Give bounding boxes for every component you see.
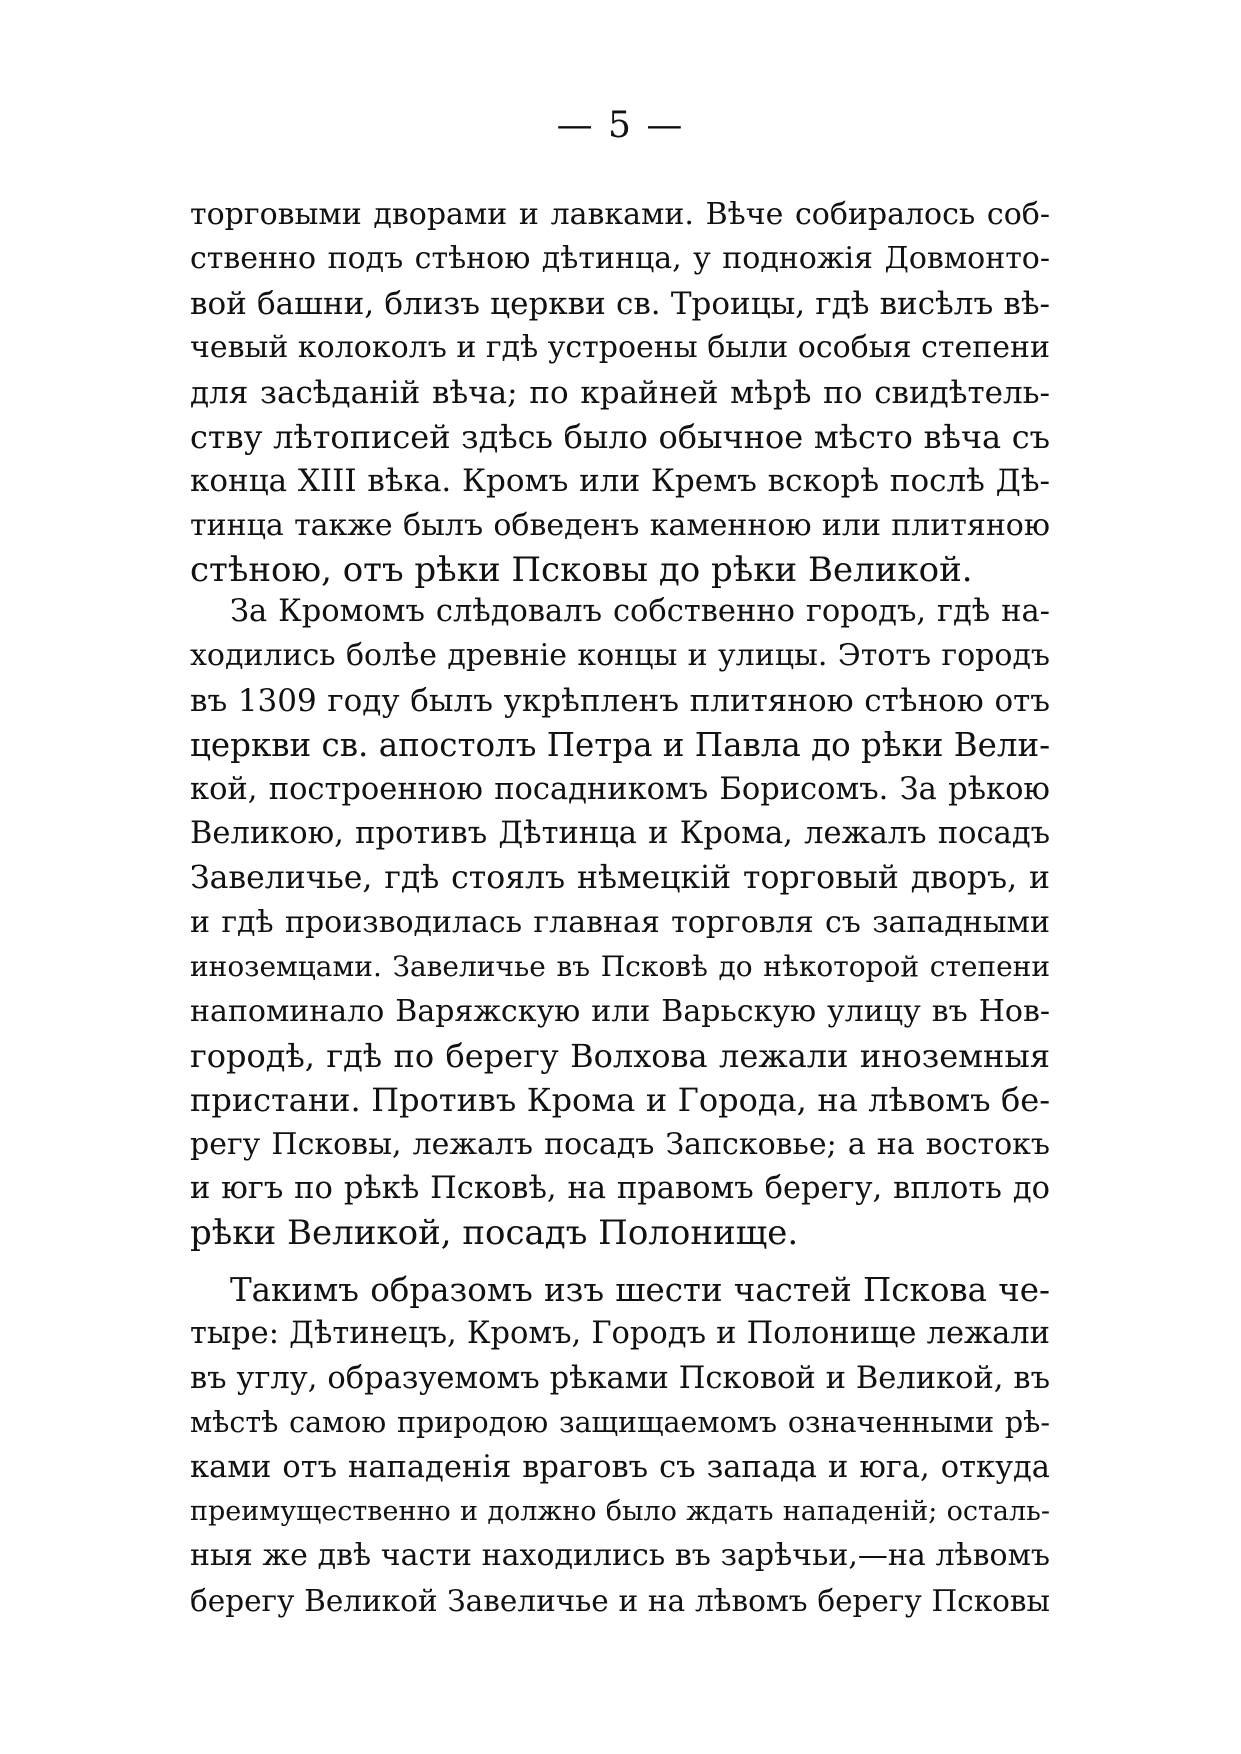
text-line: тыре: Дѣтинецъ, Кромъ, Городъ и Полонище лежали bbox=[190, 1316, 1050, 1352]
text-line: въ углу, образуемомъ рѣками Псковой и Великой, въ bbox=[190, 1360, 1050, 1396]
text-line: пристани. Противъ Крома и Города, на лѣвомъ бе- bbox=[190, 1081, 1050, 1120]
text-line: Великою, противъ Дѣтинца и Крома, лежалъ посадъ bbox=[190, 815, 1050, 851]
text-line: для засѣданій вѣча; по крайней мѣрѣ по свидѣтель- bbox=[190, 374, 1050, 411]
text-line: стѣною, отъ рѣки Псковы до рѣки Великой. bbox=[190, 550, 973, 591]
text-line: и гдѣ производилась главная торговля съ западными bbox=[190, 904, 1050, 940]
text-line: вой башни, близъ церкви св. Троицы, гдѣ висѣлъ вѣ- bbox=[190, 285, 1050, 322]
text-line: ками отъ нападенія враговъ съ запада и юга, откуда bbox=[190, 1449, 1050, 1485]
text-line: иноземцами. Завеличье въ Псковѣ до нѣкоторой степени bbox=[190, 950, 1050, 984]
text-line: мѣстѣ самою природою защищаемомъ означенными рѣ- bbox=[190, 1406, 1050, 1440]
text-line: и югъ по рѣкѣ Псковѣ, на правомъ берегу, вплоть до bbox=[190, 1171, 1050, 1207]
text-line: За Кромомъ слѣдовалъ собственно городъ, гдѣ на- bbox=[230, 594, 1050, 629]
paragraph-1 bbox=[190, 193, 1050, 593]
text-line: конца XIII вѣка. Кромъ или Кремъ вскорѣ послѣ Дѣ- bbox=[190, 463, 1050, 500]
paragraph-2 bbox=[190, 590, 1050, 1256]
text-line: Завеличье, гдѣ стоялъ нѣмецкій торговый дворъ, и bbox=[190, 860, 1050, 897]
text-line: берегу Великой Завеличье и на лѣвомъ берегу Псковы bbox=[190, 1583, 1050, 1618]
text-line: Такимъ образомъ изъ шести частей Пскова че- bbox=[230, 1271, 1050, 1309]
text-line: торговыми дворами и лавками. Вѣче собиралось соб- bbox=[190, 197, 1050, 232]
text-line: рѣки Великой, посадъ Полонище. bbox=[190, 1213, 799, 1254]
text-line: городѣ, гдѣ по берегу Волхова лежали иноземныя bbox=[190, 1036, 1050, 1075]
text-line: ству лѣтописей здѣсь было обычное мѣсто вѣча съ bbox=[190, 417, 1050, 456]
text-line: тинца также былъ обведенъ каменною или плитяною bbox=[190, 507, 1050, 543]
text-line: чевый колоколъ и гдѣ устроены были особыя степени bbox=[190, 330, 1050, 366]
text-line: ходились болѣе древніе концы и улицы. Этотъ городъ bbox=[190, 638, 1050, 674]
text-line: церкви св. апостолъ Петра и Павла до рѣки Вели- bbox=[190, 726, 1051, 765]
text-line: ныя же двѣ части находились въ зарѣчьи,—на лѣвомъ bbox=[190, 1538, 1050, 1574]
text-line: кой, построенною посадникомъ Борисомъ. За рѣкою bbox=[190, 771, 1050, 807]
paragraph-3 bbox=[190, 1268, 1050, 1623]
text-line: ственно подъ стѣною дѣтинца, у подножія Довмонто- bbox=[190, 241, 1050, 277]
text-line: преимущественно и должно было ждать нападеній; осталь- bbox=[190, 1495, 1050, 1527]
page-number: — 5 — bbox=[556, 105, 685, 146]
text-line: напоминало Варяжскую или Варьскую улицу въ Нов- bbox=[190, 993, 1050, 1029]
text-line: въ 1309 году былъ укрѣпленъ плитяною стѣною отъ bbox=[190, 682, 1050, 719]
text-line: регу Псковы, лежалъ посадъ Запсковье; а на востокъ bbox=[190, 1126, 1050, 1162]
